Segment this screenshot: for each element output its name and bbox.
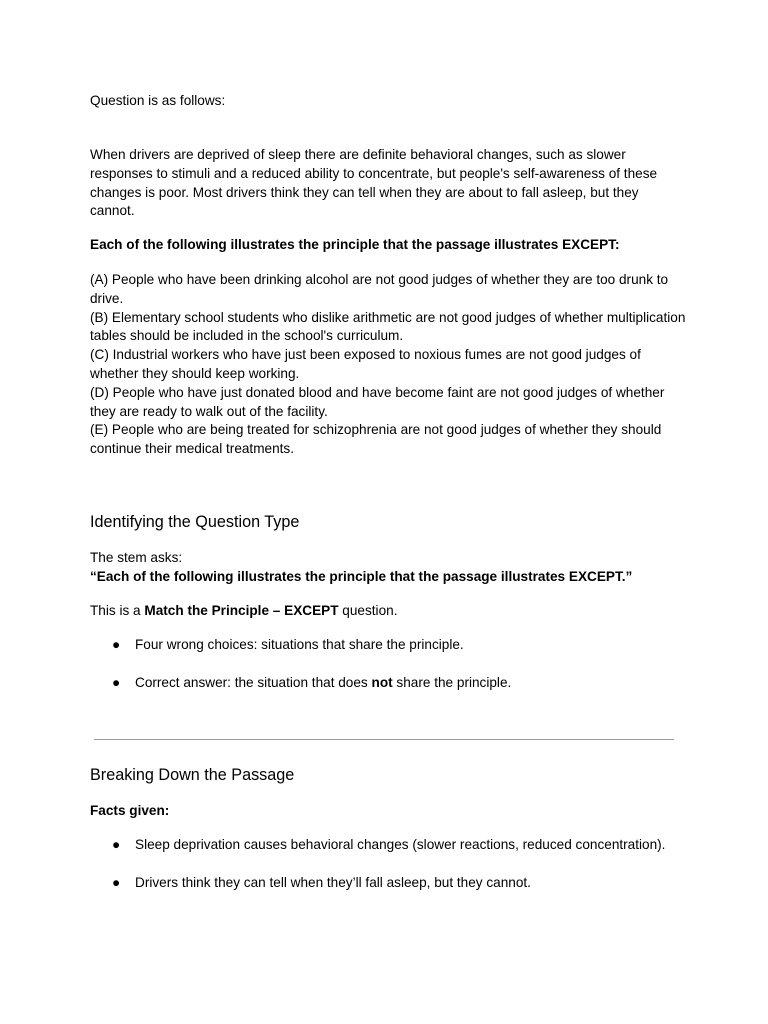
choice-c: (C) Industrial workers who have just been exposed to noxious fumes are not good judges of whether they should keep working. [90,347,641,381]
list-item [90,836,690,855]
bullet-text: Sleep deprivation causes behavioral changes (slower reactions, reduced concentration). [135,837,666,852]
bullet-icon: ● [112,637,121,652]
horizontal-divider [94,739,674,740]
bullet-icon: ● [112,675,121,691]
bullet-text-prefix: Correct answer: the situation that does [135,675,372,691]
stem-quote: “Each of the following illustrates the principle that the passage illustrates EXCEPT.” [90,569,633,584]
type-suffix: question. [338,603,398,618]
section-heading-breaking-down: Breaking Down the Passage [90,766,295,784]
list-item [90,874,690,893]
bullet-text: Four wrong choices: situations that share the principle. [135,637,464,652]
answer-choices [90,271,686,459]
question-type-bullets [90,636,690,693]
bullet-icon: ● [112,837,121,852]
section-heading-question-type: Identifying the Question Type [90,513,300,531]
list-item [90,636,690,655]
stem-asks-label: The stem asks: [90,550,183,565]
passage-text: When drivers are deprived of sleep there are definite behavioral changes, such as slower responses to stimuli and a reduced ability to concentrate, but people's self-awareness of these changes is poor. Most drivers think they can tell when they are about to fall asleep, but they cannot. [90,147,658,219]
facts-bullets [90,836,690,893]
intro-text: Question is as follows: [90,93,226,108]
facts-label: Facts given: [90,803,170,818]
type-bold: Match the Principle – EXCEPT [144,603,339,618]
choice-e: (E) People who are being treated for schizophrenia are not good judges of whether they should continue their medical treatments. [90,422,662,457]
list-item [90,674,690,693]
choice-b: (B) Elementary school students who dislike arithmetic are not good judges of whether multiplication tables should be included in the school's curriculum. [90,309,686,344]
question-stem: Each of the following illustrates the principle that the passage illustrates EXCEPT: [90,237,620,252]
bullet-text-bold: not [371,675,393,691]
bullet-text: Drivers think they can tell when they’ll fall asleep, but they cannot. [135,875,531,891]
type-prefix: This is a [90,603,145,618]
bullet-text-suffix: share the principle. [392,675,512,691]
choice-d: (D) People who have just donated blood and have become faint are not good judges of whether they are ready to walk out of the facility. [90,384,665,419]
question-type-line [90,602,397,621]
choice-a: (A) People who have been drinking alcohol are not good judges of whether they are too drunk to drive. [90,272,669,306]
bullet-icon: ● [112,875,121,891]
